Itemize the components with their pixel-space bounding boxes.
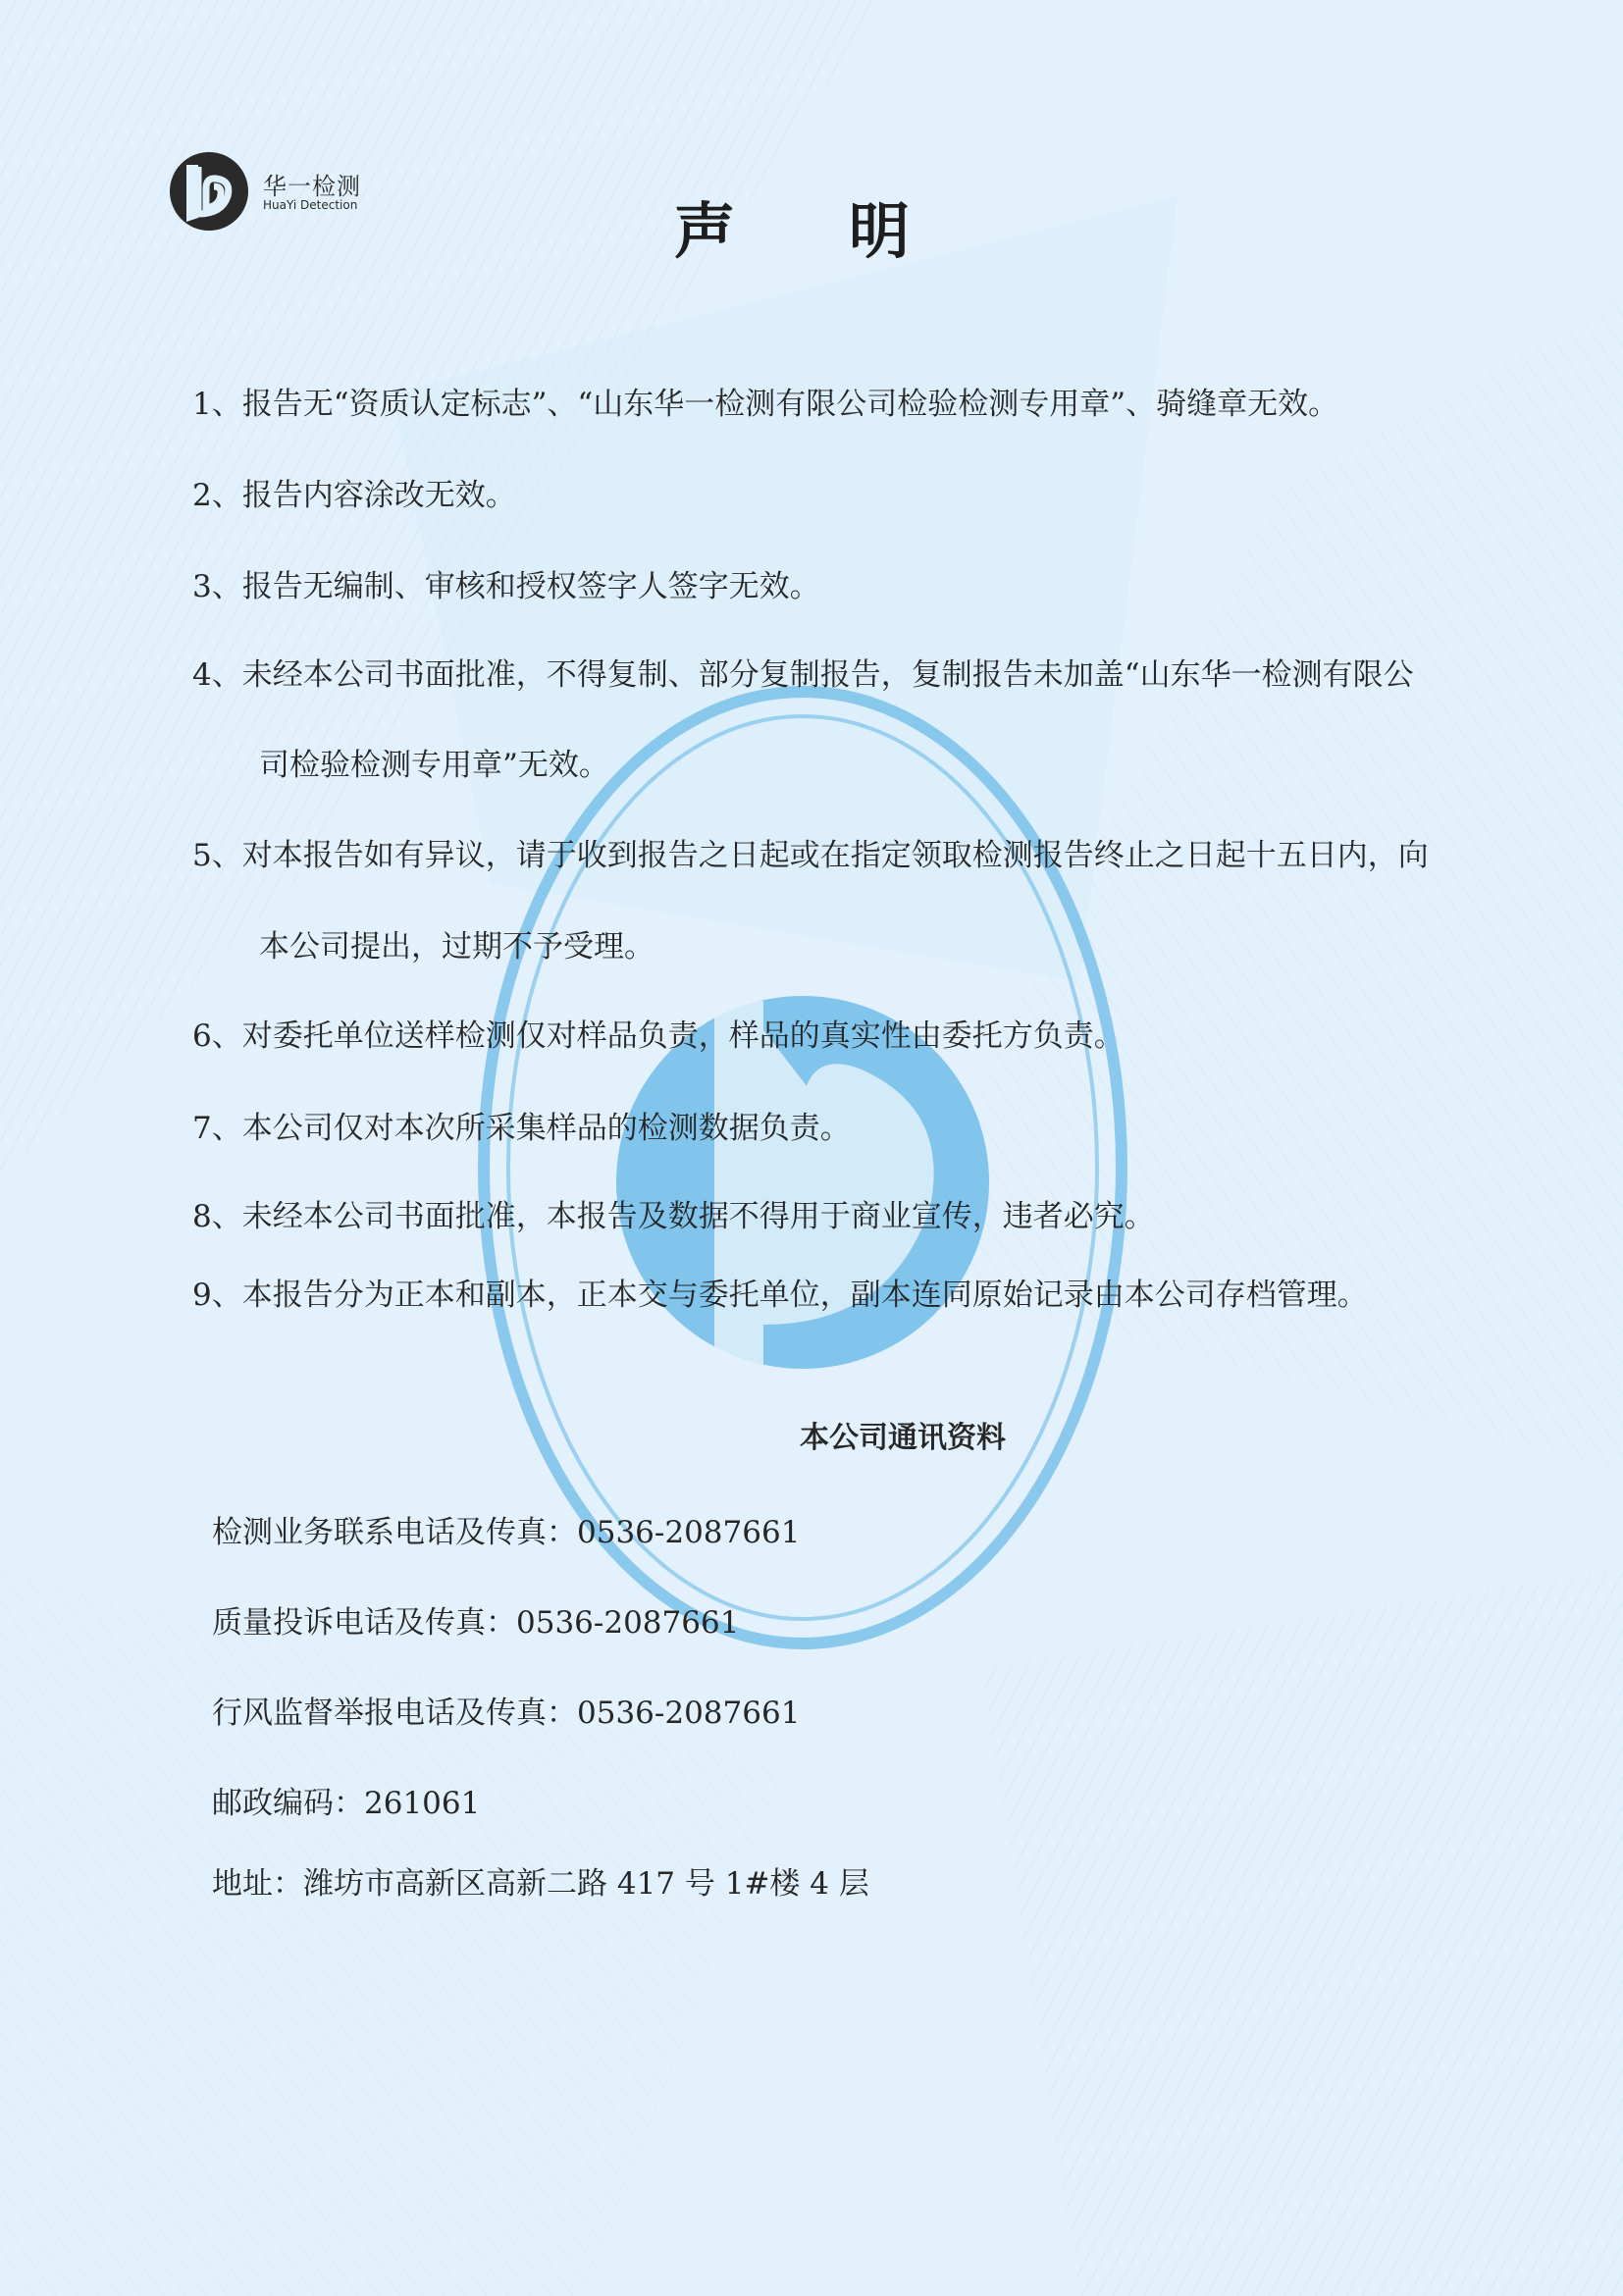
declaration-4: 4、未经本公司书面批准，不得复制、部分复制报告，复制报告未加盖“山东华一检测有限公 [192,657,1414,693]
contact-heading: 本公司通讯资料 [800,1421,1006,1455]
declaration-4-continued: 司检验检测专用章”无效。 [259,748,609,783]
declaration-7: 7、本公司仅对本次所采集样品的检测数据负责。 [192,1111,851,1146]
declaration-1: 1、报告无“资质认定标志”、“山东华一检测有限公司检验检测专用章”、骑缝章无效。 [192,387,1339,422]
complaint-phone: 质量投诉电话及传真：0536-2087661 [212,1605,740,1641]
declaration-6: 6、对委托单位送样检测仅对样品负责，样品的真实性由委托方负责。 [192,1018,1125,1054]
logo-name-en: HuaYi Detection [263,198,358,212]
logo-name-cn: 华一检测 [263,173,361,200]
declaration-5-continued: 本公司提出，过期不予受理。 [259,929,654,965]
declaration-2: 2、报告内容涂改无效。 [192,478,516,513]
declaration-8: 8、未经本公司书面批准，本报告及数据不得用于商业宣传，违者必究。 [192,1199,1155,1234]
address: 地址：潍坊市高新区高新二路 417 号 1#楼 4 层 [212,1866,869,1902]
page-title: 声明 [673,195,1023,267]
business-phone: 检测业务联系电话及传真：0536-2087661 [212,1515,801,1550]
declaration-9: 9、本报告分为正本和副本，正本交与委托单位，副本连同原始记录由本公司存档管理。 [192,1278,1368,1313]
postcode: 邮政编码：261061 [212,1786,481,1821]
declaration-5: 5、对本报告如有异议，请于收到报告之日起或在指定领取检测报告终止之日起十五日内，向 [192,838,1429,873]
declaration-3: 3、报告无编制、审核和授权签字人签字无效。 [192,569,820,604]
supervision-phone: 行风监督举报电话及传真：0536-2087661 [212,1696,801,1731]
